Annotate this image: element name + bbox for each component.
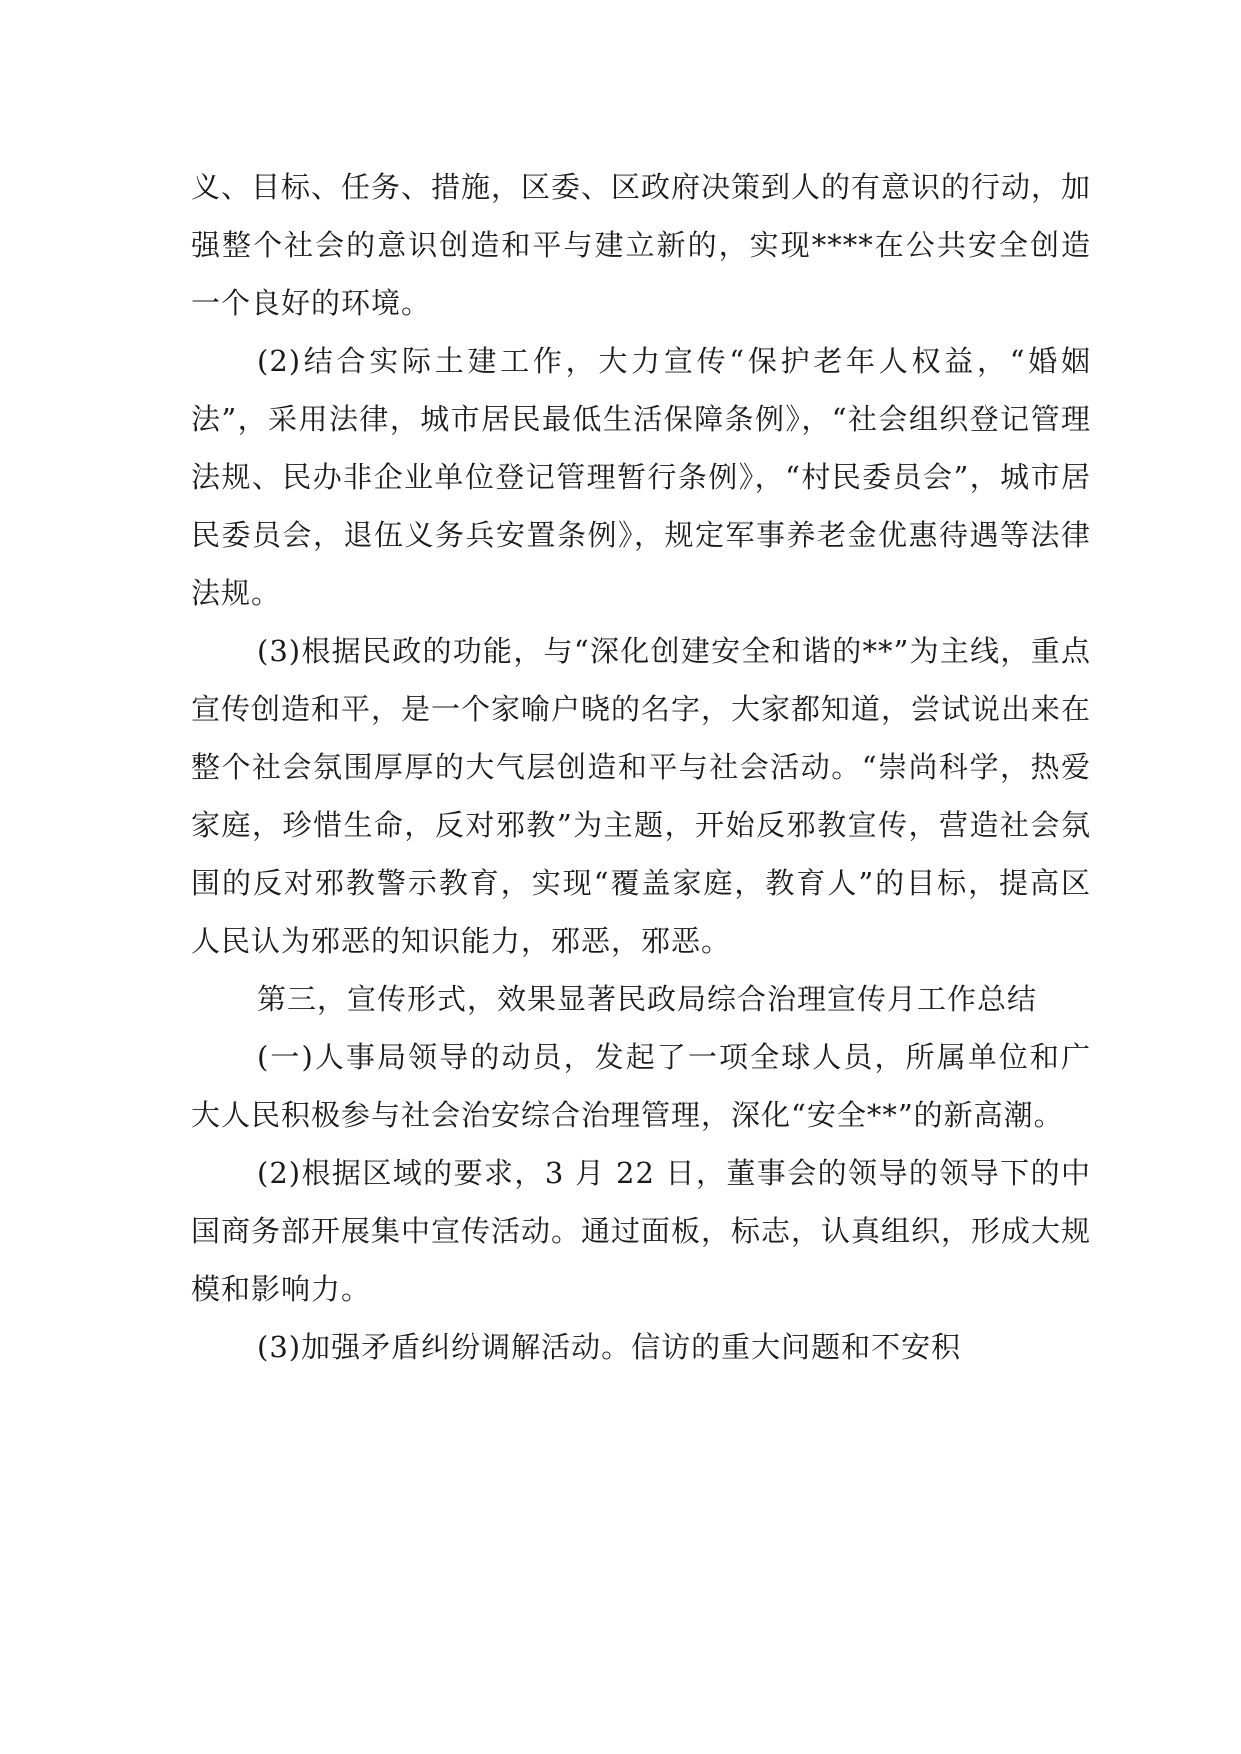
- paragraph-item-1-mobilization: (一)人事局领导的动员，发起了一项全球人员，所属单位和广大人民积极参与社会治安综合治理管理，深化“安全**”的新高潮。: [191, 1040, 1091, 1132]
- paragraph-continuation: 义、目标、任务、措施，区委、区政府决策到人的有意识的行动，加强整个社会的意识创造和平与建立新的，实现****在公共安全创造一个良好的环境。: [191, 170, 1092, 320]
- document-body: [191, 158, 1091, 1376]
- paragraph-item-3-anti-cult: (3)根据民政的功能，与“深化创建安全和谐的**”为主线，重点宣传创造和平，是一个家喻户晓的名字，大家都知道，尝试说出来在整个社会氛围厚厚的大气层创造和平与社会活动。“崇尚科学，热爱家庭，珍惜生命，反对邪教”为主题，开始反邪教宣传，营造社会氛围的反对邪教警示教育，实现“覆盖家庭，教育人”的目标，提高区人民认为邪恶的知识能力，邪恶，邪恶。: [191, 634, 1092, 958]
- paragraph-item-2-campaign: (2)根据区域的要求，3 月 22 日，董事会的领导的领导下的中国商务部开展集中宣传活动。通过面板，标志，认真组织，形成大规模和影响力。: [191, 1156, 1092, 1306]
- section-heading-third: 第三，宣传形式，效果显著民政局综合治理宣传月工作总结: [257, 982, 1038, 1016]
- paragraph-item-3-mediation: (3)加强矛盾纠纷调解活动。信访的重大问题和不安积: [257, 1330, 962, 1364]
- paragraph-item-2-laws: (2)结合实际土建工作，大力宣传“保护老年人权益，“婚姻法”，采用法律，城市居民最低生活保障条例》，“社会组织登记管理法规、民办非企业单位登记管理暂行条例》，“村民委员会”，城市居民委员会，退伍义务兵安置条例》，规定军事养老金优惠待遇等法律法规。: [191, 344, 1091, 610]
